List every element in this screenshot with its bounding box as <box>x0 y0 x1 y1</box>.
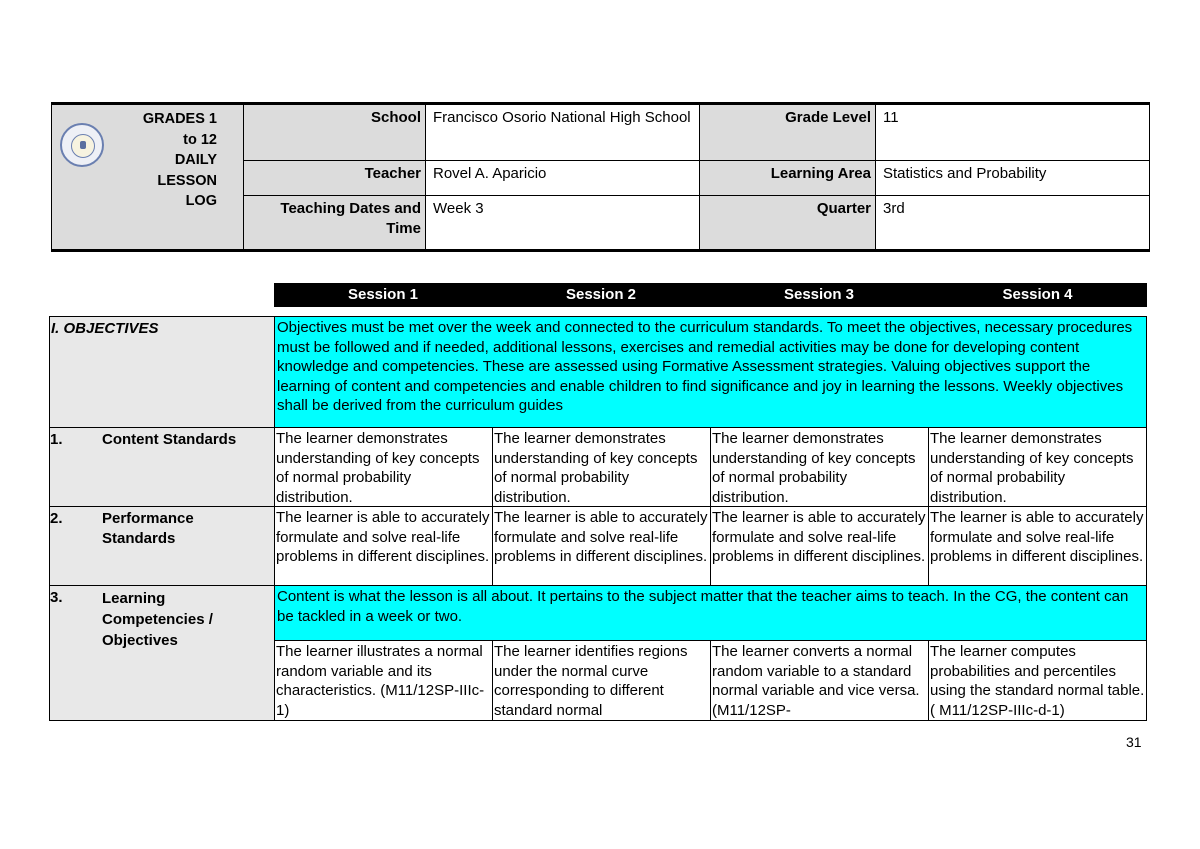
session-header: Session 2 <box>492 283 710 307</box>
header-title-line: GRADES 1 <box>142 111 217 127</box>
learning-area-value: Statistics and Probability <box>876 161 1149 196</box>
content-standards-label <box>49 427 275 507</box>
row-label: Performance Standards <box>102 510 194 547</box>
quarter-label: Quarter <box>700 196 876 249</box>
content-standard-cell: The learner demonstrates understanding of key concepts of normal probability distribution. <box>274 427 493 507</box>
session-header: Session 1 <box>274 283 492 307</box>
teacher-value: Rovel A. Aparicio <box>426 161 700 196</box>
learning-area-label: Learning Area <box>700 161 876 196</box>
row-label: Learning Competencies / Objectives <box>102 590 213 649</box>
content-standard-cell: The learner demonstrates understanding of key concepts of normal probability distribution. <box>492 427 711 507</box>
quarter-value: 3rd <box>876 196 1149 249</box>
content-standard-cell: The learner demonstrates understanding of key concepts of normal probability distribution. <box>928 427 1147 507</box>
learning-competencies-label <box>49 585 275 721</box>
objectives-label: I. OBJECTIVES <box>49 316 275 428</box>
teaching-dates-value: Week 3 <box>426 196 700 249</box>
teaching-dates-label: Teaching Dates and Time <box>244 196 426 249</box>
row-number: 3. <box>50 589 63 606</box>
competency-cell: The learner illustrates a normal random variable and its characteristics. (M11/12SP-IIIc-1) <box>274 640 493 721</box>
competency-cell: The learner computes probabilities and percentiles using the standard normal table. ( M11/12SP-IIIc-d-1) <box>928 640 1147 721</box>
header-title-line: LESSON LOG <box>157 172 217 209</box>
header-logo-cell <box>52 105 244 249</box>
row-label: Content Standards <box>102 431 237 448</box>
content-standard-cell: The learner demonstrates understanding of key concepts of normal probability distribution. <box>710 427 929 507</box>
performance-standard-cell: The learner is able to accurately formulate and solve real-life problems in different disciplines. <box>274 506 493 586</box>
header-title-line: DAILY <box>174 152 217 168</box>
header-title <box>122 109 217 212</box>
school-value: Francisco Osorio National High School <box>426 105 700 161</box>
header-title-line: to 12 <box>183 131 217 148</box>
objectives-text: Objectives must be met over the week and connected to the curriculum standards. To meet the objectives, necessary procedures must be followed and if needed, additional lessons, exercises and remedial activities may be done for developing content knowledge and competencies. These are assessed using Formative Assessment strategies. Valuing objectives support the learning of content and competencies and enable children to find significance and joy in learning the lessons. Weekly objectives shall be derived from the curriculum guides <box>274 316 1147 428</box>
learning-competencies-note: Content is what the lesson is all about. It pertains to the subject matter that the teacher aims to teach. In the CG, the content can be tackled in a week or two. <box>274 585 1147 641</box>
performance-standard-cell: The learner is able to accurately formulate and solve real-life problems in different disciplines. <box>928 506 1147 586</box>
school-label: School <box>244 105 426 161</box>
lesson-log-header <box>51 102 1150 252</box>
page-number: 31 <box>1126 734 1142 750</box>
competency-cell: The learner identifies regions under the normal curve corresponding to different standard normal <box>492 640 711 721</box>
grade-level-label: Grade Level <box>700 105 876 161</box>
competency-cell: The learner converts a normal random variable to a standard normal variable and vice versa. (M11/12SP- <box>710 640 929 721</box>
grade-level-value: 11 <box>876 105 1149 161</box>
session-header: Session 3 <box>710 283 928 307</box>
deped-seal-icon <box>60 123 104 167</box>
row-number: 1. <box>50 431 63 448</box>
session-header: Session 4 <box>928 283 1147 307</box>
row-number: 2. <box>50 510 63 527</box>
teacher-label: Teacher <box>244 161 426 196</box>
performance-standards-label <box>49 506 275 586</box>
performance-standard-cell: The learner is able to accurately formulate and solve real-life problems in different disciplines. <box>710 506 929 586</box>
performance-standard-cell: The learner is able to accurately formulate and solve real-life problems in different disciplines. <box>492 506 711 586</box>
